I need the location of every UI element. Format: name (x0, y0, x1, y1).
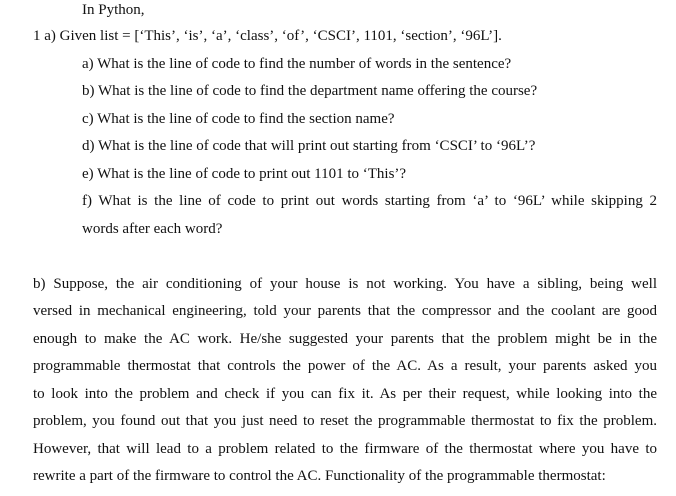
question-1b-line-5: to look into the problem and check if you can fix it. As per their request, while looking into the (33, 386, 657, 402)
question-1b-line-8: rewrite a part of the firmware to control the AC. Functionality of the programmable thermostat: (33, 468, 606, 484)
question-1a-part-b: b) What is the line of code to find the department name offering the course? (82, 83, 538, 99)
question-1a-part-a: a) What is the line of code to find the number of words in the sentence? (82, 56, 512, 72)
question-1a-part-f: f) What is the line of code to print out words starting from ‘a’ to ‘96L’ while skipping 2 (82, 193, 657, 209)
question-1a-part-c: c) What is the line of code to find the section name? (82, 111, 395, 127)
question-1b-line-2: versed in mechanical engineering, told your parents that the compressor and the coolant are good (33, 303, 657, 319)
question-1a-part-e: e) What is the line of code to print out 1101 to ‘This’? (82, 166, 407, 182)
question-1b-line-3: enough to make the AC work. He/she suggested your parents that the problem might be in the (33, 331, 657, 347)
question-1b-line-6: problem, you found out that you just need to reset the programmable thermostat to fix the problem. (33, 413, 657, 429)
question-1b-line-1: b) Suppose, the air conditioning of your house is not working. You have a sibling, being well (33, 276, 657, 292)
question-1b-line-4: programmable thermostat that controls the power of the AC. As a result, your parents asked you (33, 358, 657, 374)
question-1a-part-d: d) What is the line of code that will print out starting from ‘CSCI’ to ‘96L’? (82, 138, 536, 154)
heading-in-python: In Python, (82, 2, 145, 18)
question-1a-part-f-continuation: words after each word? (82, 221, 223, 237)
question-1b-line-7: However, that will lead to a problem related to the firmware of the thermostat where you have to (33, 441, 657, 457)
question-1a-stem: 1 a) Given list = [‘This’, ‘is’, ‘a’, ‘class’, ‘of’, ‘CSCI’, 1101, ‘section’, ‘96L’]. (33, 28, 502, 44)
